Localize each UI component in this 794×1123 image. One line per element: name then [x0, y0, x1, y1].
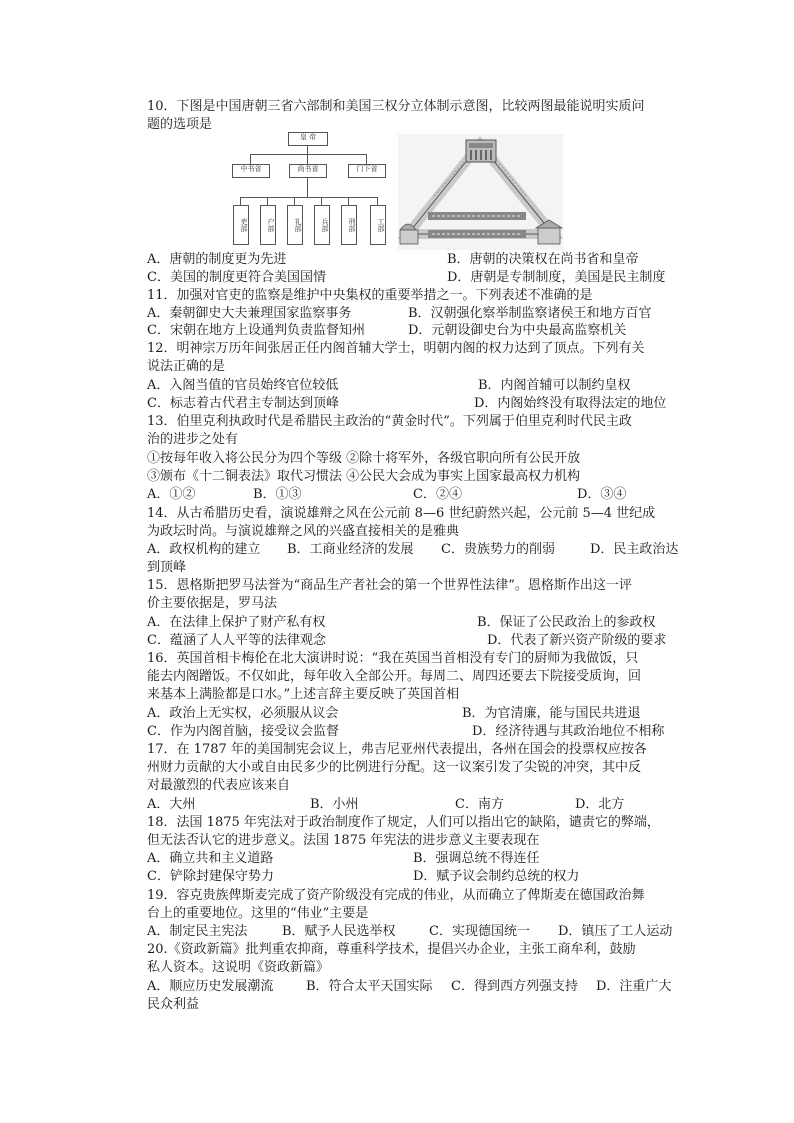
q16-option-a: A．政治上无实权，必须服从议会	[147, 706, 339, 721]
q20-option-d-cont: 民众利益	[147, 997, 200, 1012]
q16-stem-line2: 能去内阁蹭饭。不仅如此，每年收入全部公开。每周二、周四还要去下院接受质询，回	[147, 669, 642, 684]
q17-option-c: C．南方	[455, 797, 504, 812]
menxia-box: 门下省	[348, 164, 386, 178]
q13-option-c: C．②④	[413, 487, 462, 502]
q15-stem-line1: 15．恩格斯把罗马法誉为“商品生产者社会的第一个世界性法律”。恩格斯作出这一评	[147, 578, 632, 593]
q20-stem-line1: 20.《资政新篇》批判重农抑商，尊重科学技术，提倡兴办企业，主张工商牟利，鼓励	[147, 942, 636, 957]
q20-option-b: B．符合太平天国实际	[306, 979, 433, 994]
emperor-box: 皇 帝	[288, 132, 328, 146]
q18-option-b: B．强调总统不得连任	[413, 851, 540, 866]
q11-option-d: D．元朝设御史台为中央最高监察机关	[408, 323, 627, 338]
q17-option-a: A．大州	[147, 797, 196, 812]
xing-bu-box: 刑部	[341, 205, 357, 245]
gong-bu-box: 工部	[370, 205, 386, 245]
q11-option-a: A．秦朝御史大夫兼理国家监察事务	[147, 306, 352, 321]
q18-option-a: A．确立共和主义道路	[147, 851, 274, 866]
q15-option-c: C．蕴涵了人人平等的法律观念	[147, 633, 326, 648]
q10-option-a: A．唐朝的制度更为先进	[147, 252, 287, 267]
q12-option-b: B．内阁首辅可以制约皇权	[478, 378, 631, 393]
q10-option-d: D．唐朝是专制制度，美国是民主制度	[447, 270, 666, 285]
q14-stem-line1: 14．从古希腊历史看，演说雄辩之风在公元前 8—6 世纪蔚然兴起，公元前 5—4 世纪成	[147, 506, 656, 521]
q18-option-c: C．铲除封建保守势力	[147, 869, 274, 884]
q14-stem-line2: 为政坛时尚。与演说雄辩之风的兴盛直接相关的是雅典	[147, 524, 460, 539]
q12-stem-line2: 说法正确的是	[147, 359, 226, 374]
li-ritual-bu-box: 礼部	[287, 205, 303, 245]
q18-option-d: D．赋予议会制约总统的权力	[413, 869, 580, 884]
q12-option-c: C．标志着古代君主专制达到顶峰	[147, 396, 339, 411]
q13-stem-line2: 治的进步之处有	[147, 432, 239, 447]
hu-bu-box: 户部	[260, 205, 276, 245]
q16-option-b: B．为官清廉，能与国民共进退	[462, 706, 641, 721]
q20-option-a: A．顺应历史发展潮流	[147, 979, 274, 994]
q20-stem-line2: 私人资本。这说明《资政新篇》	[147, 960, 330, 975]
q15-option-b: B．保证了公民政治上的参政权	[477, 615, 656, 630]
q17-stem-line2: 州财力贡献的大小或自由民多少的比例进行分配。这一议案引发了尖锐的冲突，其中反	[147, 760, 642, 775]
q17-option-d: D．北方	[575, 797, 625, 812]
q19-option-c: C．实现德国统一	[429, 924, 530, 939]
q19-stem-line1: 19．容克贵族俾斯麦完成了资产阶级没有完成的伟业，从而确立了俾斯麦在德国政治舞	[147, 888, 645, 903]
q19-option-d: D．镇压了工人运动	[558, 924, 673, 939]
q13-option-d: D．③④	[577, 487, 627, 502]
q14-option-c: C．贵族势力的削弱	[441, 542, 555, 557]
q16-stem-line3: 来基本上满脸都是口水。”上述言辞主要反映了英国首相	[147, 687, 460, 702]
q17-stem-line1: 17．在 1787 年的美国制宪会议上，弗吉尼亚州代表提出，各州在国会的投票权应按各	[147, 742, 647, 757]
q18-stem-line1: 18．法国 1875 年宪法对于政治制度作了规定，人们可以指出它的缺陷，谴责它的弊端，	[147, 815, 660, 830]
q16-stem-line1: 16．英国首相卡梅伦在北大演讲时说：“我在英国当首相没有专门的厨师为我做饭，只	[147, 651, 639, 666]
q13-stem-line1: 13．伯里克利执政时代是希腊民主政治的“黄金时代”。下列属于伯里克利时代民主政	[147, 414, 632, 429]
shangshu-box: 尚书省	[289, 164, 327, 178]
q14-option-a: A．政权机构的建立	[147, 542, 261, 557]
us-triangle-illustration	[398, 134, 563, 250]
us-separation-of-powers-illustration	[398, 134, 563, 250]
tang-three-departments-diagram	[230, 132, 385, 250]
q12-option-d: D．内阁始终没有取得法定的地位	[474, 396, 667, 411]
q19-stem-line2: 台上的重要地位。这里的“伟业”主要是	[147, 906, 369, 921]
q17-option-b: B．小州	[310, 797, 359, 812]
q20-option-d: D．注重广大	[596, 979, 672, 994]
zhongshu-box: 中书省	[232, 164, 270, 178]
q18-stem-line2: 但无法否认它的进步意义。法国 1875 年宪法的进步意义主要表现在	[147, 833, 540, 848]
q14-option-d: D．民主政治达	[590, 542, 679, 557]
q10-option-b: B．唐朝的决策权在尚书省和皇帝	[447, 252, 639, 267]
q19-option-a: A．制定民主宪法	[147, 924, 248, 939]
q14-option-d-cont: 到顶峰	[147, 560, 187, 575]
q13-option-a: A．①②	[147, 487, 196, 502]
q14-option-b: B．工商业经济的发展	[287, 542, 414, 557]
li-bu-box: 吏部	[233, 205, 249, 245]
q10-stem-line2: 题的选项是	[147, 117, 213, 132]
q20-option-c: C．得到西方列强支持	[451, 979, 578, 994]
q11-stem: 11．加强对官吏的监察是维护中央集权的重要举措之一。下列表述不准确的是	[147, 288, 593, 303]
q13-item-line1: ①按每年收入将公民分为四个等级 ②除十将军外，各级官职向所有公民开放	[147, 451, 581, 466]
q11-option-b: B．汉朝强化察举制监察诸侯王和地方百官	[408, 306, 652, 321]
q15-option-d: D．代表了新兴资产阶级的要求	[487, 633, 667, 648]
q12-stem-line1: 12．明神宗万历年间张居正任内阁首辅大学士，明朝内阁的权力达到了顶点。下列有关	[147, 341, 645, 356]
q10-option-c: C．美国的制度更符合美国国情	[147, 270, 326, 285]
bing-bu-box: 兵部	[314, 205, 330, 245]
q13-option-b: B．①③	[253, 487, 302, 502]
q10-stem-line1: 10．下图是中国唐朝三省六部制和美国三权分立体制示意图，比较两图最能说明实质问	[147, 99, 645, 114]
q13-item-line2: ③颁布《十二铜表法》取代习惯法 ④公民大会成为事实上国家最高权力机构	[147, 469, 581, 484]
q17-stem-line3: 对最激烈的代表应该来自	[147, 778, 291, 793]
q12-option-a: A．入阁当值的官员始终官位较低	[147, 378, 339, 393]
q11-option-c: C．宋朝在地方上设通判负责监督知州	[147, 323, 365, 338]
q16-option-d: D．经济待遇与其政治地位不相称	[472, 724, 665, 739]
q16-option-c: C．作为内阁首脑，接受议会监督	[147, 724, 339, 739]
q19-option-b: B．赋予人民选举权	[282, 924, 396, 939]
q15-stem-line2: 价主要依据是，罗马法	[147, 596, 278, 611]
q15-option-a: A．在法律上保护了财产私有权	[147, 615, 326, 630]
